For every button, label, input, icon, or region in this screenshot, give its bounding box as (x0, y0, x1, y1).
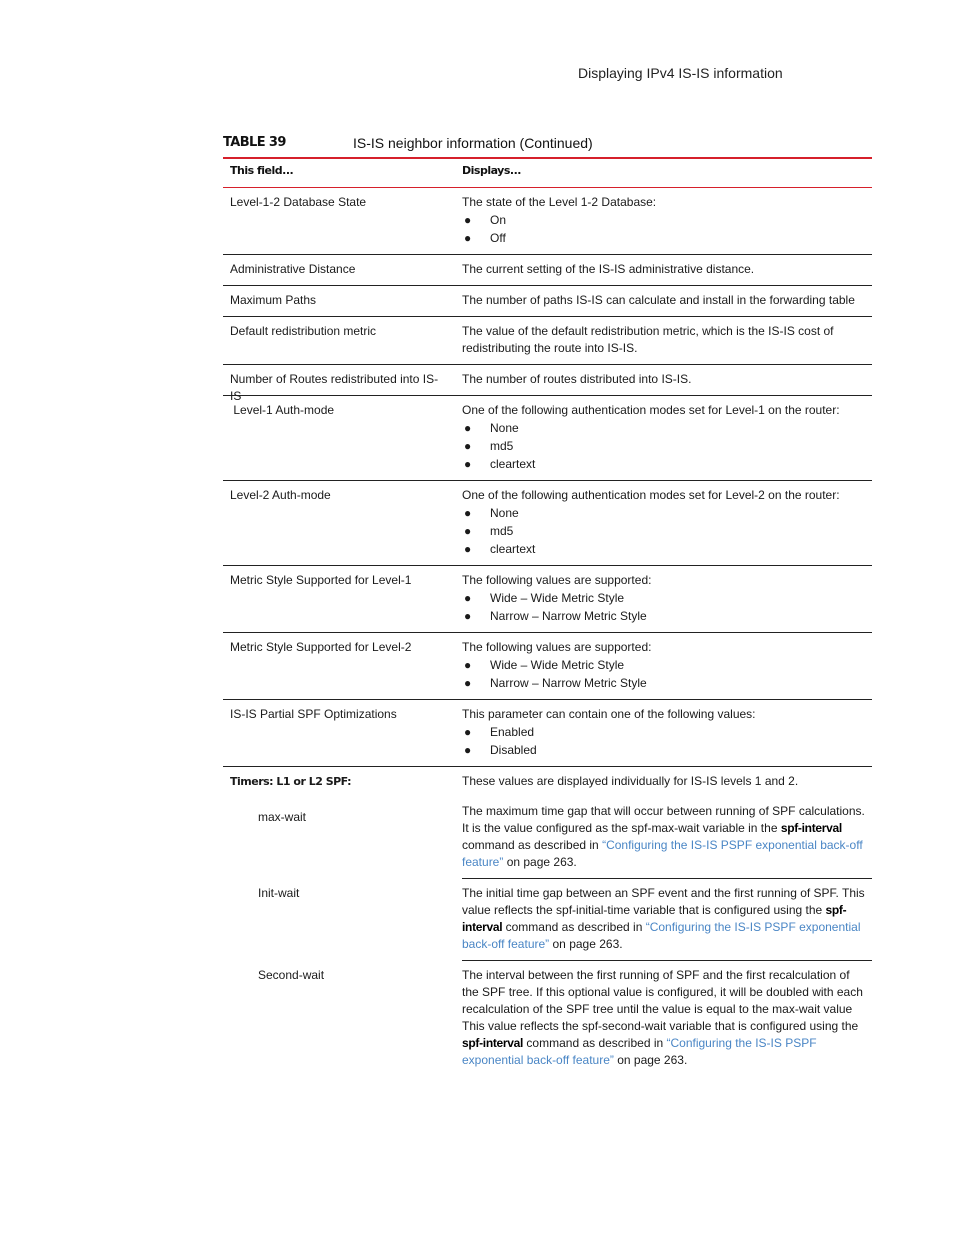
table-number: TABLE 39 (223, 135, 286, 150)
configuring-pspf-link[interactable]: “Configuring the IS-IS PSPF exponential back-off feature” (462, 920, 861, 951)
list-item (462, 229, 868, 247)
spf-interval-command: spf-interval (780, 821, 842, 835)
column-header-field: This field... (230, 164, 294, 177)
list-item (462, 674, 868, 692)
list-item-text: md5 (490, 524, 514, 538)
running-header: Displaying IPv4 IS-IS information (578, 65, 783, 81)
bullet-icon: ● (464, 421, 472, 435)
bullet-icon: ● (464, 506, 472, 520)
list-item (462, 504, 868, 522)
table-row (223, 255, 872, 286)
bullet-icon: ● (464, 725, 472, 739)
table-row (223, 365, 872, 403)
list-item (462, 741, 868, 759)
field-description: One of the following authentication modes set for Level-2 on the router: (462, 488, 840, 502)
configuring-pspf-link[interactable]: “Configuring the IS-IS PSPF exponential back-off feature” (462, 838, 863, 869)
field-name: Level-2 Auth-mode (230, 488, 331, 502)
value-list (462, 419, 868, 473)
field-name: Metric Style Supported for Level-1 (230, 573, 412, 587)
field-description: The following values are supported: (462, 640, 652, 654)
list-item (462, 540, 868, 558)
bullet-icon: ● (464, 591, 472, 605)
field-name: Metric Style Supported for Level-2 (230, 640, 412, 654)
configuring-pspf-link[interactable]: “Configuring the IS-IS PSPF exponential back-off feature” (462, 1036, 817, 1067)
spf-interval-command: spf-interval (462, 1036, 524, 1050)
table-row (223, 481, 872, 566)
field-description: The following values are supported: (462, 573, 652, 587)
bullet-icon: ● (464, 542, 472, 556)
list-item (462, 656, 868, 674)
list-item-text: Narrow – Narrow Metric Style (490, 676, 647, 690)
table-row-max-wait (223, 803, 872, 879)
list-item-text: On (490, 213, 507, 227)
bullet-icon: ● (464, 609, 472, 623)
table-row-timers (223, 767, 872, 803)
list-item (462, 419, 868, 437)
table-row (223, 396, 872, 481)
list-item (462, 589, 868, 607)
value-list (462, 504, 868, 558)
list-item (462, 723, 868, 741)
list-item-text: Enabled (490, 725, 535, 739)
list-item (462, 455, 868, 473)
max-wait-label: max-wait (258, 810, 307, 824)
list-item-text: cleartext (490, 457, 536, 471)
value-list (462, 723, 868, 759)
table-row (223, 188, 872, 255)
field-description: The value of the default redistribution metric, which is the IS-IS cost of redistributing the route into IS-IS. (462, 324, 834, 355)
table-row (223, 700, 872, 767)
field-name: IS-IS Partial SPF Optimizations (230, 707, 397, 721)
table-body (223, 188, 872, 767)
second-wait-description-2: This value reflects the spf-second-wait variable that is configured using the spf-interval command as described in “Configuring the IS-IS PSPF exponential back-off feature” on page 263. (462, 1019, 859, 1067)
field-name: Number of Routes redistributed into IS-IS (230, 372, 439, 403)
list-item (462, 522, 868, 540)
field-name: Administrative Distance (230, 262, 356, 276)
timers-description: These values are displayed individually for IS-IS levels 1 and 2. (462, 774, 799, 788)
list-item-text: cleartext (490, 542, 536, 556)
list-item-text: md5 (490, 439, 514, 453)
table-title: IS-IS neighbor information (Continued) (353, 135, 593, 151)
table-row (223, 566, 872, 633)
value-list (462, 589, 868, 625)
list-item (462, 437, 868, 455)
bullet-icon: ● (464, 676, 472, 690)
table-row-init-wait (223, 879, 872, 961)
field-description: The current setting of the IS-IS administrative distance. (462, 262, 755, 276)
list-item-text: Disabled (490, 743, 537, 757)
field-name: Default redistribution metric (230, 324, 377, 338)
init-wait-label: Init-wait (258, 886, 300, 900)
list-item-text: Narrow – Narrow Metric Style (490, 609, 647, 623)
field-name: Level-1-2 Database State (230, 195, 367, 209)
list-item (462, 211, 868, 229)
bullet-icon: ● (464, 524, 472, 538)
bullet-icon: ● (464, 658, 472, 672)
second-wait-label: Second-wait (258, 968, 325, 982)
field-name: Maximum Paths (230, 293, 317, 307)
column-header-displays: Displays... (462, 164, 521, 177)
value-list (462, 656, 868, 692)
table-caption (223, 135, 872, 157)
field-description: This parameter can contain one of the following values: (462, 707, 756, 721)
field-description: The number of routes distributed into IS-IS. (462, 372, 692, 386)
neighbor-info-table (223, 157, 872, 1076)
table-row (223, 633, 872, 700)
max-wait-description: The maximum time gap that will occur between running of SPF calculations. It is the value configured as the spf-max-wait variable in the spf-interval command as described in “Configuring the IS-IS PSPF exponential back-off feature” on page 263. (462, 804, 865, 869)
list-item-text: None (490, 421, 519, 435)
value-list (462, 211, 868, 247)
list-item-text: Wide – Wide Metric Style (490, 658, 625, 672)
list-item-text: Off (490, 231, 506, 245)
bullet-icon: ● (464, 457, 472, 471)
list-item-text: None (490, 506, 519, 520)
field-description: One of the following authentication modes set for Level-1 on the router: (462, 403, 840, 417)
bullet-icon: ● (464, 213, 472, 227)
field-name: Level-1 Auth-mode (230, 403, 335, 417)
table-row (223, 317, 872, 365)
table-header-row (223, 159, 872, 188)
field-description: The state of the Level 1-2 Database: (462, 195, 657, 209)
spf-interval-command: spf-interval (462, 903, 847, 934)
second-wait-description-1: The interval between the first running of SPF and the first recalculation of the SPF tree. If this optional value is configured, it will be doubled with each recalculation of the SPF tree until the value is equal to the max-wait value (462, 968, 863, 1016)
bullet-icon: ● (464, 231, 472, 245)
table-row-second-wait (223, 961, 872, 1076)
timers-label: Timers: L1 or L2 SPF: (230, 775, 351, 788)
init-wait-description: The initial time gap between an SPF event and the first running of SPF. This value reflects the spf-initial-time variable that is configured using the spf-interval command as described in “Configuring the IS-IS PSPF exponential back-off feature” on page 263. (462, 886, 865, 951)
list-item (462, 607, 868, 625)
field-description: The number of paths IS-IS can calculate and install in the forwarding table (462, 293, 855, 307)
list-item-text: Wide – Wide Metric Style (490, 591, 625, 605)
bullet-icon: ● (464, 439, 472, 453)
bullet-icon: ● (464, 743, 472, 757)
table-row (223, 286, 872, 317)
